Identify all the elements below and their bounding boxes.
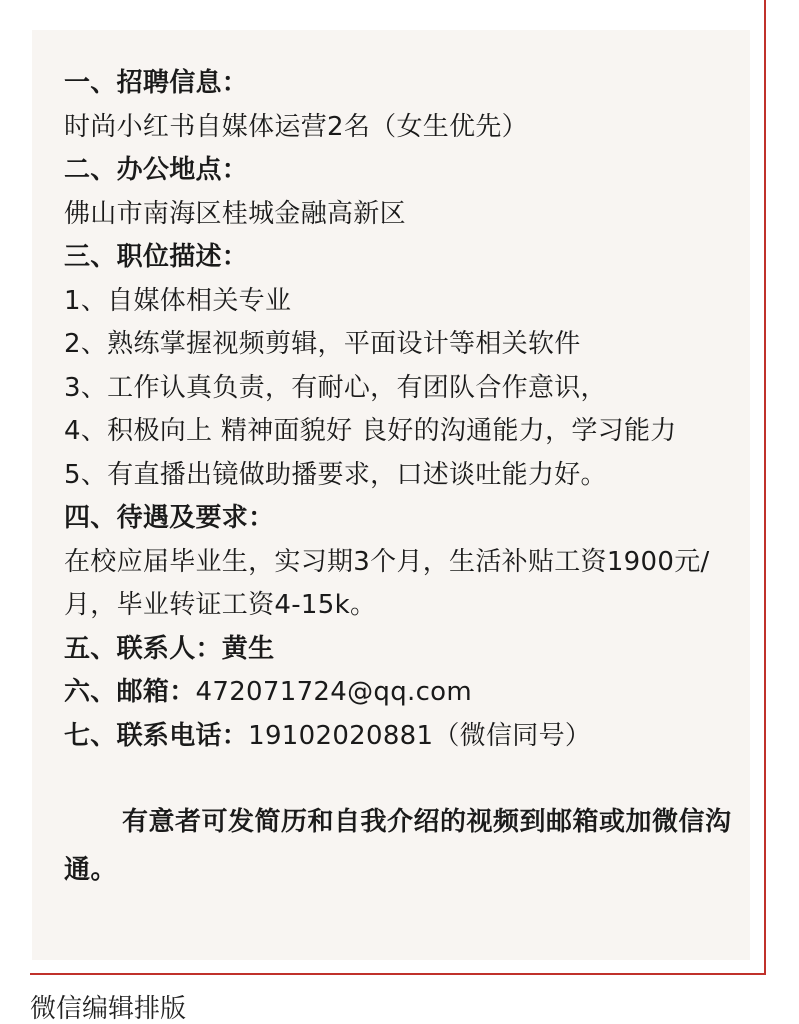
email-row <box>64 671 734 715</box>
job-requirement-item: 2、熟练掌握视频剪辑，平面设计等相关软件 <box>64 329 581 359</box>
section-heading-benefits: 四、待遇及要求： <box>64 503 275 533</box>
phone-number: 19102020881（微信同号） <box>248 720 592 751</box>
footer-caption-partial: 微信编辑排版 <box>30 994 187 1024</box>
section-heading-job-description: 三、职位描述： <box>64 242 249 272</box>
benefits-text: 在校应届毕业生，实习期3个月，生活补贴工资1900元/月，毕业转证工资4-15k。 <box>64 546 710 620</box>
job-requirement-item: 4、积极向上 精神面貌好 良好的沟通能力，学习能力 <box>64 416 677 446</box>
section-heading-office-location: 二、办公地点： <box>64 155 249 185</box>
phone-row <box>64 715 734 759</box>
phone-label: 七、联系电话： <box>64 720 249 751</box>
recruitment-content <box>64 62 734 894</box>
job-requirement-item: 5、有直播出镜做助播要求，口述谈吐能力好。 <box>64 459 607 490</box>
contact-person: 五、联系人：黄生 <box>64 633 275 664</box>
frame-border-right <box>764 0 766 975</box>
closing-note: 有意者可发简历和自我介绍的视频到邮箱或加微信沟通。 <box>64 807 732 885</box>
section-heading-recruitment: 一、招聘信息： <box>64 68 249 98</box>
job-requirement-item: 3、工作认真负责，有耐心，有团队合作意识， <box>64 372 607 403</box>
office-address: 佛山市南海区桂城金融高新区 <box>64 198 406 229</box>
job-requirement-item: 1、自媒体相关专业 <box>64 285 292 316</box>
email-label: 六、邮箱： <box>64 677 196 707</box>
frame-border-bottom <box>30 973 766 975</box>
recruitment-position: 时尚小红书自媒体运营2名（女生优先） <box>64 111 528 142</box>
email-address: 472071724@qq.com <box>195 677 472 707</box>
